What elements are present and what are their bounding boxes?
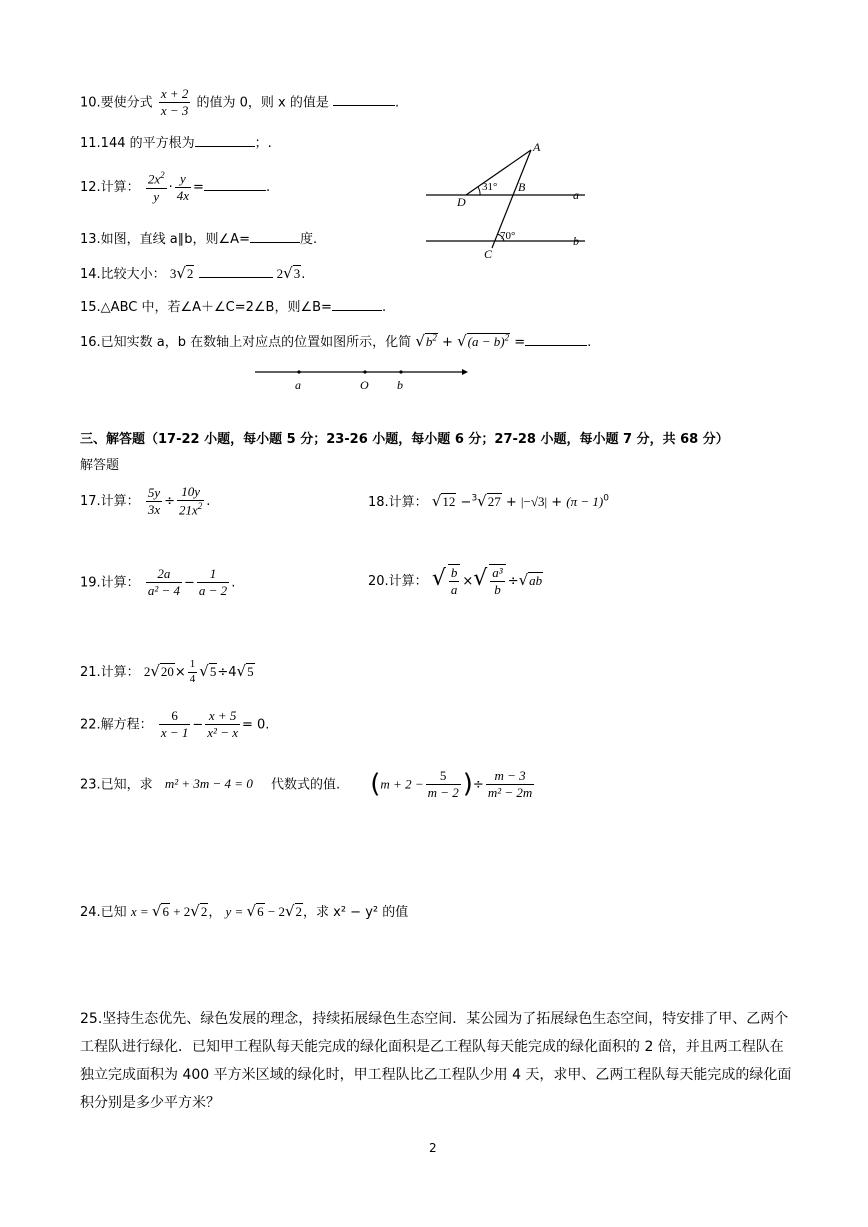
q20-times: × bbox=[462, 573, 474, 589]
axis-arrow bbox=[462, 369, 468, 375]
q17-d2-sup: 2 bbox=[197, 501, 203, 512]
q16-equals: = bbox=[514, 335, 526, 350]
q22-fraction-2 bbox=[205, 708, 240, 742]
q20-fraction-2 bbox=[489, 564, 505, 599]
q20-rad3: ab bbox=[529, 572, 543, 588]
q22-label: 22.解方程： bbox=[80, 717, 153, 733]
q19-fraction-2 bbox=[197, 566, 229, 600]
q21-fn: 1 bbox=[188, 658, 198, 673]
q12-label: 12.计算： bbox=[80, 179, 140, 195]
question-16: 16.已知实数 a，b 在数轴上对应点的位置如图所示，化简 $√b^2 + √(a - b)^2$ = . bbox=[80, 332, 592, 350]
q19-n2: 1 bbox=[197, 566, 229, 583]
q17-op: ÷ bbox=[164, 493, 176, 509]
q23-mid: 代数式的值. bbox=[270, 777, 341, 793]
q12-equals: = bbox=[193, 179, 204, 195]
question-21: 21.计算： 2√20× $\frac{1}{4}$ √5÷4√5 bbox=[80, 658, 254, 685]
page-number: 2 bbox=[429, 1141, 437, 1155]
q21-rad3: 5 bbox=[247, 663, 254, 679]
q21-div: ÷4 bbox=[217, 664, 237, 680]
q19-label: 19.计算： bbox=[80, 575, 140, 591]
q14-answer-blank bbox=[199, 265, 273, 278]
q14-label: 14.比较大小： bbox=[80, 267, 166, 282]
question-25: 25.坚持生态优先、绿色发展的理念，持续拓展绿色生态空间．某公园为了拓展绿色生态空间，特安排了甲、乙两个工程队进行绿化．已知甲工程队每天能完成的绿化面积是乙工程队每天能完成的绿化面积的 2 倍，并且两工程队在独立完成面积为 400 平方米区域的绿化时，甲工程队比乙工程队少用 4 天，求甲、乙两工程队每天能完成的绿化面积分别是多少平方米？ bbox=[80, 1011, 792, 1111]
point-b bbox=[399, 370, 402, 373]
q22-minus: − bbox=[192, 717, 204, 733]
q24-x-r1: 6 bbox=[162, 904, 169, 919]
q21-times: × bbox=[174, 664, 186, 680]
q23-fn: 5 bbox=[426, 768, 461, 785]
point-O bbox=[363, 370, 366, 373]
q24-label: 24.已知 bbox=[80, 905, 127, 920]
question-12: 12.计算： $\frac{2x^2}{y}$ · $\frac{y}{4x}$ = . bbox=[80, 170, 271, 204]
q24-x-def: x = bbox=[130, 904, 152, 919]
q24-y-minus: − 2 bbox=[264, 904, 285, 919]
q12-d2: 4x bbox=[176, 187, 190, 203]
q16-answer-blank bbox=[525, 333, 587, 346]
angle-arc-D bbox=[478, 187, 480, 195]
q17-n1: 5y bbox=[146, 485, 162, 502]
q24-sep: ， bbox=[208, 905, 222, 920]
question-14: 14.比较大小： 3√2 2√3. bbox=[80, 264, 306, 282]
label-A: A bbox=[533, 140, 541, 154]
q18-cube-index: 3 bbox=[471, 493, 478, 504]
q21-label: 21.计算： bbox=[80, 664, 140, 680]
q16-rad2-sup: 2 bbox=[504, 332, 510, 343]
q10-fraction bbox=[159, 86, 191, 120]
point-a bbox=[297, 370, 300, 373]
q22-end: . bbox=[265, 717, 270, 733]
q20-label: 20.计算： bbox=[368, 573, 428, 589]
q19-d1: a² − 4 bbox=[147, 583, 180, 599]
number-line bbox=[250, 362, 470, 392]
q19-fraction-1 bbox=[146, 566, 182, 600]
q10-numerator: x + 2 bbox=[159, 86, 191, 103]
q13-answer-blank bbox=[250, 230, 300, 243]
question-10 bbox=[80, 86, 399, 120]
q14-right-radicand: 3 bbox=[293, 266, 301, 281]
parallel-lines-figure bbox=[420, 138, 590, 263]
question-17 bbox=[80, 484, 210, 519]
label-b: b bbox=[573, 234, 579, 248]
q20-d1: a bbox=[450, 582, 458, 598]
q12-n2: y bbox=[175, 171, 191, 188]
label-point-b: b bbox=[397, 378, 403, 392]
q23-f2d: m² − 2m bbox=[487, 785, 533, 801]
q10-label: 10.要使分式 bbox=[80, 95, 153, 111]
q17-end: . bbox=[206, 493, 211, 509]
q14-left-coef: 3 bbox=[169, 266, 177, 281]
question-15 bbox=[80, 298, 386, 316]
q18-rad2: 27 bbox=[487, 494, 501, 509]
q19-minus: − bbox=[184, 575, 195, 591]
q16-label: 16.已知实数 a，b 在数轴上对应点的位置如图所示，化简 bbox=[80, 335, 412, 350]
q12-n1-sup: 2 bbox=[160, 170, 165, 180]
q23-condition: m² + 3m − 4 = 0 bbox=[164, 776, 253, 792]
q22-d2: x² − x bbox=[207, 725, 238, 741]
q12-fraction-1 bbox=[146, 170, 167, 205]
q18-minus: − bbox=[460, 495, 472, 510]
q21-rad1: 20 bbox=[160, 663, 174, 679]
q24-x-r2: 2 bbox=[200, 904, 208, 919]
q16-end: . bbox=[587, 335, 592, 350]
q23-label: 23.已知，求 bbox=[80, 777, 153, 793]
q20-d2: b bbox=[494, 582, 501, 598]
label-angle-31: 31° bbox=[482, 181, 498, 193]
q11-label: 11.144 的平方根为 bbox=[80, 136, 195, 151]
q13-label: 13.如图，直线 a∥b，则∠A= bbox=[80, 232, 250, 247]
q20-n2: a³ bbox=[490, 565, 504, 582]
q23-fd: m − 2 bbox=[427, 785, 459, 801]
q16-rad1-sup: 2 bbox=[432, 332, 437, 343]
q18-pi-term: (π − 1) bbox=[566, 494, 604, 509]
q22-d1: x − 1 bbox=[160, 725, 189, 741]
q24-y-r1: 6 bbox=[257, 904, 264, 919]
q22-n1: 6 bbox=[159, 708, 191, 725]
label-B: B bbox=[518, 180, 526, 194]
question-24: 24.已知 x = √6 + 2√2， y = √6 − 2√2，求 x² − y² 的值 bbox=[80, 902, 409, 920]
q17-d1: 3x bbox=[147, 501, 161, 517]
q21-fraction bbox=[188, 658, 198, 687]
label-angle-70: 70° bbox=[500, 230, 516, 242]
question-20: 20.计算： √ $\frac{b}{a}$ ×√ $\frac{\text{a³}}{b}$ ÷√ab bbox=[368, 565, 543, 598]
question-22 bbox=[80, 708, 269, 742]
q18-abs-inner: −√3 bbox=[523, 494, 545, 509]
q10-denominator: x − 3 bbox=[160, 103, 189, 119]
question-23: 23.已知，求 m² + 3m − 4 = 0 代数式的值. (m + 2 − $\frac{5}{m - 2}$ )÷ $\frac{m - 3}{\text{m² − 2m}}$ bbox=[80, 768, 533, 801]
question-18: 18.计算： $√12 -^3√27 + |-√3| + (\pi - 1)^0$ bbox=[368, 492, 609, 510]
q22-fraction-1 bbox=[159, 708, 191, 742]
q18-rad1: 12 bbox=[442, 494, 456, 509]
q16-rad1: b bbox=[425, 334, 433, 349]
question-13 bbox=[80, 230, 317, 248]
q19-n1: 2a bbox=[146, 566, 182, 583]
label-point-a: a bbox=[295, 378, 301, 392]
q18-abs: |−√3| bbox=[520, 494, 548, 509]
section-heading: 三、解答题（17-22 小题，每小题 5 分；23-26 小题，每小题 6 分；27-28 小题，每小题 7 分，共 68 分） bbox=[80, 432, 729, 447]
q18-pi-sup: 0 bbox=[603, 493, 609, 504]
q14-right-coef: 2 bbox=[276, 266, 284, 281]
q22-equals: = 0 bbox=[242, 717, 266, 733]
q17-n2: 10y bbox=[177, 484, 204, 501]
q16-rad2: (a − b) bbox=[467, 334, 505, 349]
q11-answer-blank bbox=[195, 134, 255, 147]
q15-label: 15.△ABC 中，若∠A＋∠C=2∠B，则∠B= bbox=[80, 300, 332, 315]
q16-plus: + bbox=[442, 335, 453, 350]
q24-y-r2: 2 bbox=[295, 904, 303, 919]
q21-rad2: 5 bbox=[209, 663, 217, 679]
q12-d1: y bbox=[153, 188, 160, 204]
q21-coef: 2 bbox=[143, 663, 151, 679]
label-point-O: O bbox=[360, 378, 369, 392]
q14-left-radicand: 2 bbox=[186, 266, 194, 281]
q17-fraction-2 bbox=[177, 484, 204, 519]
q22-n2: x + 5 bbox=[205, 708, 240, 725]
q15-answer-blank bbox=[332, 298, 382, 311]
label-a: a bbox=[573, 188, 579, 202]
label-C: C bbox=[484, 247, 493, 261]
q13-end: 度. bbox=[299, 232, 318, 247]
q12-fraction-2 bbox=[175, 171, 191, 205]
section-subheading: 解答题 bbox=[80, 458, 120, 473]
q20-n1: b bbox=[449, 565, 460, 582]
question-19 bbox=[80, 566, 235, 600]
q17-d2: 21x bbox=[179, 502, 198, 518]
q19-end: . bbox=[231, 575, 236, 591]
q23-fraction-1 bbox=[426, 768, 461, 802]
q24-y-def: y = bbox=[225, 904, 247, 919]
q23-div: ÷ bbox=[472, 777, 484, 793]
q18-plus: + bbox=[505, 495, 517, 510]
q12-answer-blank bbox=[204, 178, 266, 191]
q21-fd: 4 bbox=[189, 672, 196, 685]
question-11 bbox=[80, 134, 272, 152]
q10-tail: 的值为 0，则 x 的值是 bbox=[196, 95, 329, 111]
q12-n1: 2x bbox=[147, 171, 161, 187]
q17-fraction-1 bbox=[146, 485, 162, 519]
q23-f2n: m − 3 bbox=[486, 768, 534, 785]
q19-d2: a − 2 bbox=[198, 583, 228, 599]
q18-plus-2: + bbox=[551, 495, 563, 510]
q18-label: 18.计算： bbox=[368, 495, 428, 510]
q23-fraction-2 bbox=[486, 768, 534, 802]
label-D: D bbox=[457, 195, 466, 209]
q20-div: ÷ bbox=[507, 573, 519, 589]
q23-expr-a: m + 2 − bbox=[380, 776, 424, 792]
q15-end: . bbox=[381, 300, 387, 315]
q14-end: . bbox=[301, 267, 306, 282]
q20-fraction-1 bbox=[448, 564, 461, 599]
q24-x-plus: + 2 bbox=[169, 904, 191, 919]
q10-answer-blank bbox=[333, 93, 395, 106]
q10-end: . bbox=[395, 95, 400, 111]
q11-end: ；. bbox=[254, 136, 272, 151]
q24-tail: ，求 x² − y² 的值 bbox=[303, 905, 409, 920]
q17-label: 17.计算： bbox=[80, 493, 140, 509]
